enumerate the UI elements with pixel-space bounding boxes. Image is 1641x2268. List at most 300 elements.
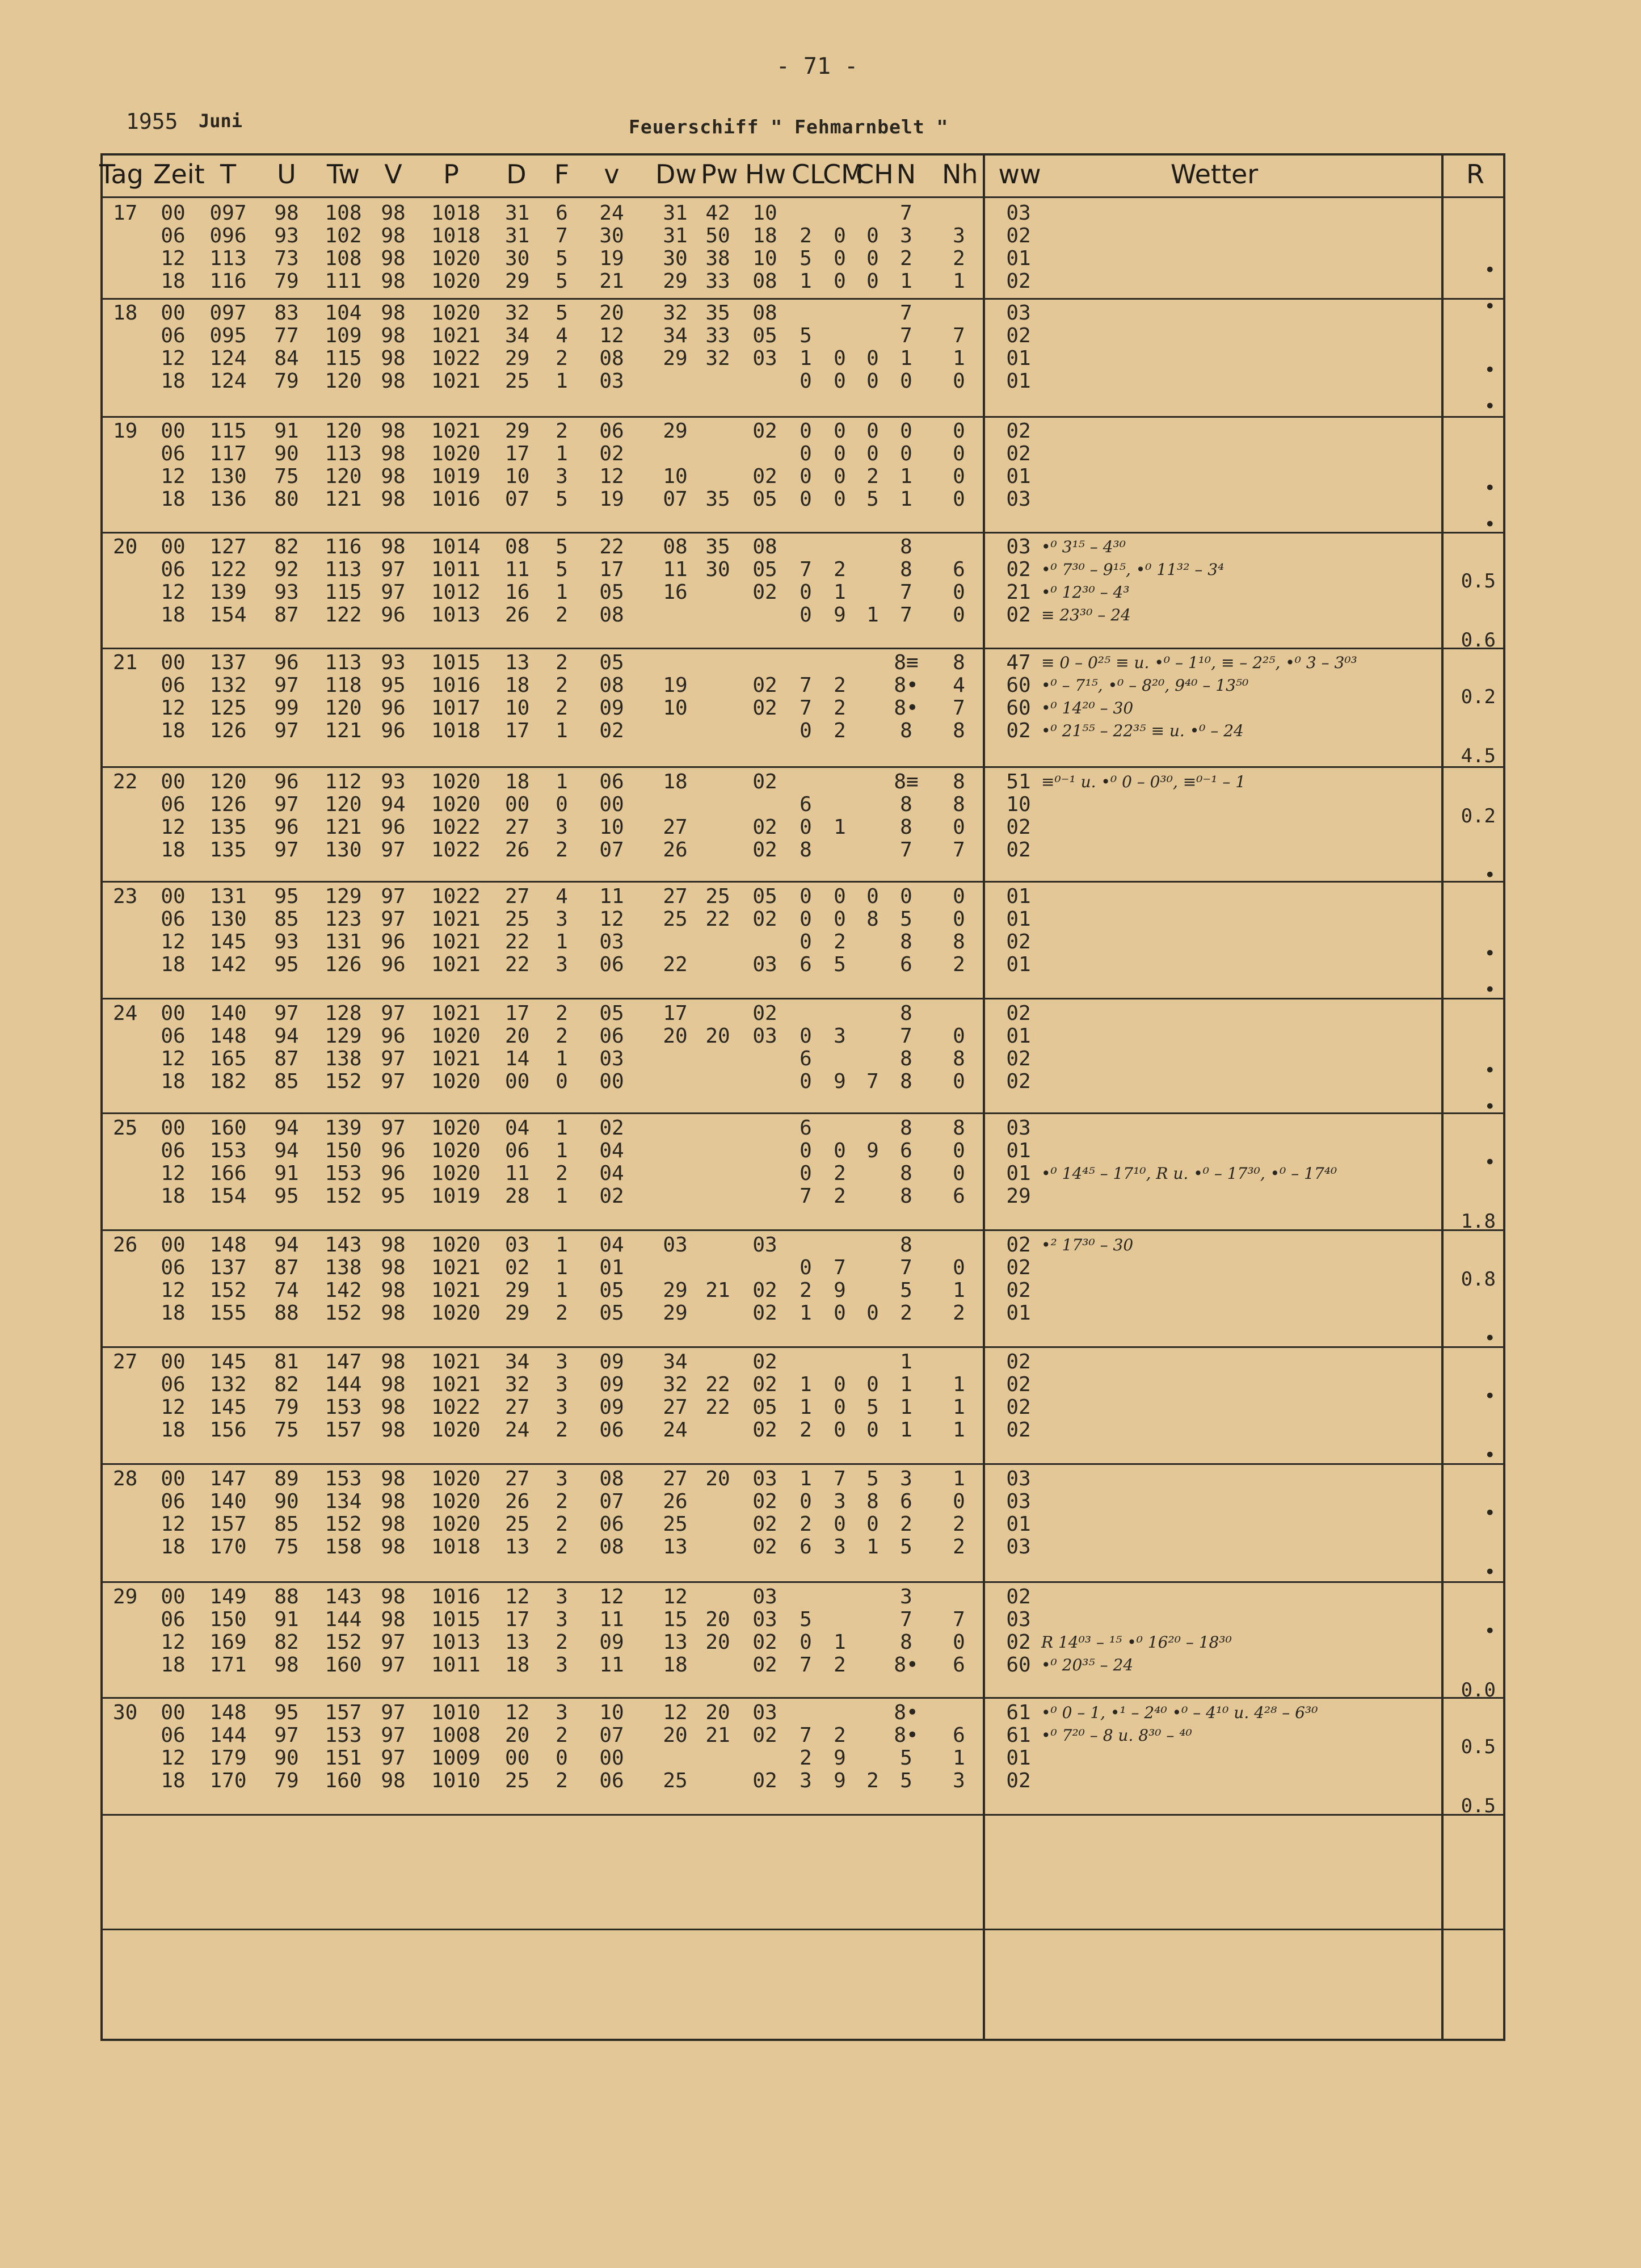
cell-pw: 20 (705, 1701, 730, 1724)
cell-v: 95 (381, 674, 406, 697)
cell-dw: 12 (663, 1701, 688, 1724)
cell-d: 14 (505, 1047, 530, 1070)
cell-f: 3 (556, 1701, 568, 1724)
cell-t: 153 (209, 1139, 247, 1162)
cell-hw: 02 (752, 1631, 777, 1654)
cell-cm: 7 (834, 1467, 846, 1490)
cell-p: 1020 (431, 770, 481, 793)
cell-dw: 10 (663, 696, 688, 720)
cell-u: 95 (274, 953, 299, 976)
column-header-zeit: Zeit (153, 159, 205, 190)
cell-u: 98 (274, 1653, 299, 1677)
cell-d: 27 (505, 816, 530, 839)
cell-t: 132 (209, 1373, 247, 1396)
cell-ch: 1 (866, 1535, 879, 1559)
cell-d: 18 (505, 674, 530, 697)
cell-u: 81 (274, 1350, 299, 1374)
cell-n: 0 (900, 419, 912, 443)
cell-u: 87 (274, 1256, 299, 1279)
cell-v: 98 (381, 301, 406, 325)
cell-f: 1 (556, 719, 568, 742)
cell-n: 8• (894, 1653, 919, 1677)
cell-f: 2 (556, 1513, 568, 1536)
divider-wetter-r (1441, 153, 1444, 2041)
cell-n: 2 (900, 1301, 912, 1325)
cell-v: 98 (381, 1513, 406, 1536)
cell-v: 09 (599, 1396, 624, 1419)
cell-v: 98 (381, 201, 406, 225)
cell-v: 09 (599, 1350, 624, 1374)
cell-v: 97 (381, 1746, 406, 1770)
cell-dw: 13 (663, 1535, 688, 1559)
cell-d: 06 (505, 1139, 530, 1162)
cell-u: 90 (274, 442, 299, 465)
cell-u: 96 (274, 651, 299, 674)
cell-f: 0 (556, 793, 568, 816)
cell-cm: 0 (834, 369, 846, 393)
cell-v: 97 (381, 1002, 406, 1025)
cell-zeit: 00 (161, 885, 186, 908)
cell-d: 03 (505, 1233, 530, 1257)
cell-hw: 03 (752, 1233, 777, 1257)
cell-hw: 05 (752, 488, 777, 511)
cell-v: 97 (381, 838, 406, 862)
cell-f: 5 (556, 247, 568, 270)
cell-v: 00 (599, 1746, 624, 1770)
cell-tw: 144 (325, 1373, 362, 1396)
cell-v: 98 (381, 442, 406, 465)
cell-tw: 139 (325, 1116, 362, 1140)
cell-ww: 51 (1006, 770, 1031, 793)
cell-cl: 1 (800, 270, 812, 293)
cell-v: 97 (381, 1701, 406, 1724)
cell-dw: 31 (663, 201, 688, 225)
cell-n: 8 (900, 1185, 912, 1208)
cell-f: 3 (556, 1585, 568, 1608)
cell-pw: 38 (705, 247, 730, 270)
cell-v: 98 (381, 488, 406, 511)
cell-zeit: 00 (161, 1233, 186, 1257)
cell-p: 1021 (431, 1256, 481, 1279)
cell-tw: 138 (325, 1047, 362, 1070)
cell-cm: 0 (834, 442, 846, 465)
cell-u: 77 (274, 324, 299, 347)
cell-dw: 32 (663, 301, 688, 325)
cell-v: 98 (381, 1490, 406, 1513)
cell-d: 04 (505, 1116, 530, 1140)
cell-cl: 1 (800, 347, 812, 370)
cell-t: 113 (209, 247, 247, 270)
cell-hw: 02 (752, 696, 777, 720)
cell-d: 08 (505, 535, 530, 558)
cell-cm: 2 (834, 930, 846, 954)
cell-nh: 8 (953, 793, 965, 816)
cell-nh: 0 (953, 603, 965, 627)
cell-hw: 08 (752, 535, 777, 558)
cell-hw: 05 (752, 324, 777, 347)
cell-nh: 1 (953, 1279, 965, 1302)
cell-nh: 2 (953, 953, 965, 976)
cell-n: 2 (900, 247, 912, 270)
column-header-tag: Tag (99, 159, 144, 190)
cell-tw: 153 (325, 1162, 362, 1185)
cell-t: 131 (209, 885, 247, 908)
cell-tw: 120 (325, 369, 362, 393)
cell-cm: 0 (834, 908, 846, 931)
column-header-v: v (604, 159, 620, 190)
cell-r: 0.5 (1461, 570, 1496, 593)
cell-d: 16 (505, 581, 530, 604)
cell-cl: 0 (800, 488, 812, 511)
cell-pw: 20 (705, 1608, 730, 1631)
cell-n: 7 (900, 581, 912, 604)
cell-zeit: 06 (161, 558, 186, 581)
day-tag: 23 (113, 885, 138, 908)
cell-ww: 02 (1006, 442, 1031, 465)
cell-dw: 25 (663, 1513, 688, 1536)
cell-v: 22 (599, 535, 624, 558)
cell-tw: 153 (325, 1467, 362, 1490)
cell-wetter: •⁰ 21⁵⁵ – 22³⁵ ≡ u. •⁰ – 24 (1041, 721, 1244, 740)
cell-p: 1021 (431, 1373, 481, 1396)
cell-f: 5 (556, 535, 568, 558)
cell-ww: 02 (1006, 816, 1031, 839)
cell-v: 98 (381, 535, 406, 558)
cell-cl: 0 (800, 908, 812, 931)
cell-tw: 108 (325, 247, 362, 270)
cell-p: 1020 (431, 1070, 481, 1093)
cell-d: 13 (505, 651, 530, 674)
cell-nh: 7 (953, 1608, 965, 1631)
cell-ww: 02 (1006, 1233, 1031, 1257)
column-header-nh: Nh (942, 159, 978, 190)
cell-u: 91 (274, 1608, 299, 1631)
cell-p: 1020 (431, 1024, 481, 1048)
cell-v: 02 (599, 1185, 624, 1208)
cell-wetter: R 14⁰³ – ¹⁵ •⁰ 16²⁰ – 18³⁰ (1041, 1633, 1232, 1652)
cell-p: 1021 (431, 1350, 481, 1374)
cell-d: 26 (505, 603, 530, 627)
cell-nh: 0 (953, 1024, 965, 1048)
cell-v: 09 (599, 696, 624, 720)
cell-t: 140 (209, 1002, 247, 1025)
cell-dw: 07 (663, 488, 688, 511)
cell-f: 7 (556, 224, 568, 247)
cell-ww: 61 (1006, 1701, 1031, 1724)
cell-t: 165 (209, 1047, 247, 1070)
cell-pw: 22 (705, 908, 730, 931)
cell-ww: 60 (1006, 1653, 1031, 1677)
column-header-t: T (220, 159, 237, 190)
cell-cl: 7 (800, 1185, 812, 1208)
cell-hw: 02 (752, 1724, 777, 1747)
cell-v: 07 (599, 1724, 624, 1747)
cell-ch: 0 (866, 1418, 879, 1442)
cell-p: 1014 (431, 535, 481, 558)
cell-tw: 134 (325, 1490, 362, 1513)
cell-t: 117 (209, 442, 247, 465)
cell-t: 130 (209, 908, 247, 931)
cell-n: 8 (900, 816, 912, 839)
cell-t: 171 (209, 1653, 247, 1677)
cell-f: 5 (556, 488, 568, 511)
cell-cm: 0 (834, 1139, 846, 1162)
cell-tw: 147 (325, 1350, 362, 1374)
cell-nh: 0 (953, 1631, 965, 1654)
cell-tw: 118 (325, 674, 362, 697)
column-header-dw: Dw (655, 159, 697, 190)
cell-dw: 16 (663, 581, 688, 604)
cell-ww: 03 (1006, 1535, 1031, 1559)
cell-p: 1011 (431, 1653, 481, 1677)
cell-nh: 1 (953, 347, 965, 370)
cell-r: 0.5 (1461, 1736, 1496, 1758)
cell-p: 1015 (431, 651, 481, 674)
cell-dw: 34 (663, 1350, 688, 1374)
column-header-ww: ww (998, 159, 1041, 190)
cell-t: 154 (209, 1185, 247, 1208)
cell-tw: 129 (325, 1024, 362, 1048)
day-separator (100, 998, 1505, 999)
cell-t: 148 (209, 1024, 247, 1048)
cell-ww: 02 (1006, 224, 1031, 247)
cell-zeit: 18 (161, 719, 186, 742)
cell-tw: 152 (325, 1070, 362, 1093)
column-header-wetter: Wetter (1170, 159, 1259, 190)
cell-t: 166 (209, 1162, 247, 1185)
cell-tw: 129 (325, 885, 362, 908)
cell-p: 1020 (431, 1301, 481, 1325)
cell-n: 6 (900, 953, 912, 976)
cell-v: 11 (599, 1653, 624, 1677)
cell-v: 21 (599, 270, 624, 293)
cell-cl: 7 (800, 558, 812, 581)
cell-cl: 1 (800, 1301, 812, 1325)
cell-v: 97 (381, 558, 406, 581)
cell-v: 96 (381, 1162, 406, 1185)
cell-n: 8 (900, 1631, 912, 1654)
column-header-cl: CL (792, 159, 824, 190)
cell-ww: 02 (1006, 1256, 1031, 1279)
cell-t: 095 (209, 324, 247, 347)
cell-f: 3 (556, 953, 568, 976)
cell-nh: 6 (953, 558, 965, 581)
cell-p: 1015 (431, 1608, 481, 1631)
cell-r-total: 4.5 (1461, 745, 1496, 767)
cell-d: 18 (505, 1653, 530, 1677)
cell-t: 130 (209, 465, 247, 488)
cell-zeit: 00 (161, 1350, 186, 1374)
cell-zeit: 18 (161, 1301, 186, 1325)
cell-dw: 18 (663, 1653, 688, 1677)
cell-r: • (1484, 477, 1496, 499)
cell-t: 170 (209, 1535, 247, 1559)
cell-u: 97 (274, 1002, 299, 1025)
cell-ch: 0 (866, 419, 879, 443)
cell-cm: 0 (834, 1418, 846, 1442)
cell-zeit: 18 (161, 1185, 186, 1208)
cell-hw: 03 (752, 1024, 777, 1048)
cell-v: 12 (599, 908, 624, 931)
cell-cm: 0 (834, 1513, 846, 1536)
cell-d: 07 (505, 488, 530, 511)
cell-cm: 0 (834, 465, 846, 488)
day-tag: 27 (113, 1350, 138, 1374)
cell-ww: 03 (1006, 201, 1031, 225)
cell-t: 145 (209, 1396, 247, 1419)
cell-hw: 05 (752, 558, 777, 581)
cell-nh: 0 (953, 1139, 965, 1162)
cell-n: 8 (900, 793, 912, 816)
cell-dw: 27 (663, 885, 688, 908)
cell-ch: 0 (866, 369, 879, 393)
cell-ww: 01 (1006, 1162, 1031, 1185)
cell-p: 1012 (431, 581, 481, 604)
cell-hw: 02 (752, 465, 777, 488)
cell-hw: 03 (752, 1467, 777, 1490)
cell-ww: 02 (1006, 719, 1031, 742)
cell-v: 97 (381, 1631, 406, 1654)
cell-zeit: 06 (161, 224, 186, 247)
column-header-d: D (506, 159, 527, 190)
cell-dw: 32 (663, 1373, 688, 1396)
day-separator (100, 1697, 1505, 1699)
cell-tw: 151 (325, 1746, 362, 1770)
cell-zeit: 18 (161, 838, 186, 862)
cell-zeit: 06 (161, 1373, 186, 1396)
cell-r-total: • (1484, 395, 1496, 418)
cell-v: 08 (599, 1467, 624, 1490)
cell-dw: 18 (663, 770, 688, 793)
cell-hw: 02 (752, 908, 777, 931)
cell-cm: 9 (834, 1070, 846, 1093)
cell-cl: 0 (800, 1490, 812, 1513)
cell-cm: 2 (834, 1185, 846, 1208)
cell-v: 97 (381, 1653, 406, 1677)
cell-zeit: 00 (161, 301, 186, 325)
cell-t: 182 (209, 1070, 247, 1093)
cell-v: 11 (599, 885, 624, 908)
cell-n: 7 (900, 838, 912, 862)
cell-v: 96 (381, 930, 406, 954)
cell-ww: 02 (1006, 1585, 1031, 1608)
cell-v: 10 (599, 1701, 624, 1724)
cell-ch: 7 (866, 1070, 879, 1093)
cell-u: 91 (274, 419, 299, 443)
cell-dw: 26 (663, 838, 688, 862)
cell-f: 5 (556, 301, 568, 325)
cell-u: 90 (274, 1490, 299, 1513)
cell-hw: 02 (752, 838, 777, 862)
cell-tw: 108 (325, 201, 362, 225)
cell-t: 124 (209, 347, 247, 370)
cell-v: 10 (599, 816, 624, 839)
cell-zeit: 06 (161, 908, 186, 931)
cell-pw: 42 (705, 201, 730, 225)
cell-nh: 7 (953, 324, 965, 347)
cell-cl: 0 (800, 1162, 812, 1185)
cell-t: 139 (209, 581, 247, 604)
cell-v: 96 (381, 816, 406, 839)
cell-nh: 1 (953, 1467, 965, 1490)
cell-ch: 0 (866, 347, 879, 370)
cell-u: 75 (274, 1418, 299, 1442)
cell-nh: 1 (953, 1746, 965, 1770)
cell-hw: 02 (752, 1490, 777, 1513)
cell-d: 10 (505, 696, 530, 720)
day-tag: 21 (113, 651, 138, 674)
cell-zeit: 12 (161, 930, 186, 954)
cell-f: 3 (556, 1396, 568, 1419)
cell-ch: 5 (866, 488, 879, 511)
cell-v: 06 (599, 1513, 624, 1536)
cell-f: 1 (556, 442, 568, 465)
cell-v: 93 (381, 651, 406, 674)
day-tag: 25 (113, 1116, 138, 1140)
cell-nh: 8 (953, 1047, 965, 1070)
cell-t: 122 (209, 558, 247, 581)
cell-hw: 02 (752, 1535, 777, 1559)
cell-u: 87 (274, 603, 299, 627)
cell-v: 02 (599, 719, 624, 742)
cell-nh: 3 (953, 1769, 965, 1792)
cell-nh: 0 (953, 816, 965, 839)
cell-nh: 3 (953, 224, 965, 247)
cell-n: 7 (900, 1024, 912, 1048)
cell-hw: 02 (752, 1769, 777, 1792)
cell-nh: 6 (953, 1185, 965, 1208)
cell-cl: 0 (800, 419, 812, 443)
cell-tw: 120 (325, 696, 362, 720)
cell-n: 1 (900, 1373, 912, 1396)
cell-ww: 01 (1006, 465, 1031, 488)
cell-d: 17 (505, 1608, 530, 1631)
cell-dw: 17 (663, 1002, 688, 1025)
cell-hw: 02 (752, 816, 777, 839)
cell-t: 096 (209, 224, 247, 247)
cell-nh: 0 (953, 369, 965, 393)
cell-cm: 2 (834, 1653, 846, 1677)
cell-t: 137 (209, 651, 247, 674)
cell-v: 98 (381, 1373, 406, 1396)
cell-ch: 8 (866, 1490, 879, 1513)
cell-v: 05 (599, 1279, 624, 1302)
cell-hw: 18 (752, 224, 777, 247)
cell-v: 98 (381, 1350, 406, 1374)
cell-t: 126 (209, 719, 247, 742)
cell-nh: 0 (953, 581, 965, 604)
cell-zeit: 12 (161, 1396, 186, 1419)
cell-zeit: 12 (161, 1162, 186, 1185)
cell-v: 05 (599, 1002, 624, 1025)
day-separator (100, 416, 1505, 418)
cell-pw: 33 (705, 324, 730, 347)
cell-u: 94 (274, 1116, 299, 1140)
cell-ww: 01 (1006, 1746, 1031, 1770)
cell-v: 98 (381, 1585, 406, 1608)
cell-p: 1022 (431, 816, 481, 839)
cell-ww: 01 (1006, 247, 1031, 270)
cell-zeit: 12 (161, 1513, 186, 1536)
cell-nh: 8 (953, 1116, 965, 1140)
cell-nh: 0 (953, 1256, 965, 1279)
cell-zeit: 00 (161, 201, 186, 225)
cell-p: 1020 (431, 1139, 481, 1162)
cell-v: 04 (599, 1139, 624, 1162)
cell-ww: 01 (1006, 1513, 1031, 1536)
cell-u: 79 (274, 1396, 299, 1419)
cell-hw: 02 (752, 1002, 777, 1025)
